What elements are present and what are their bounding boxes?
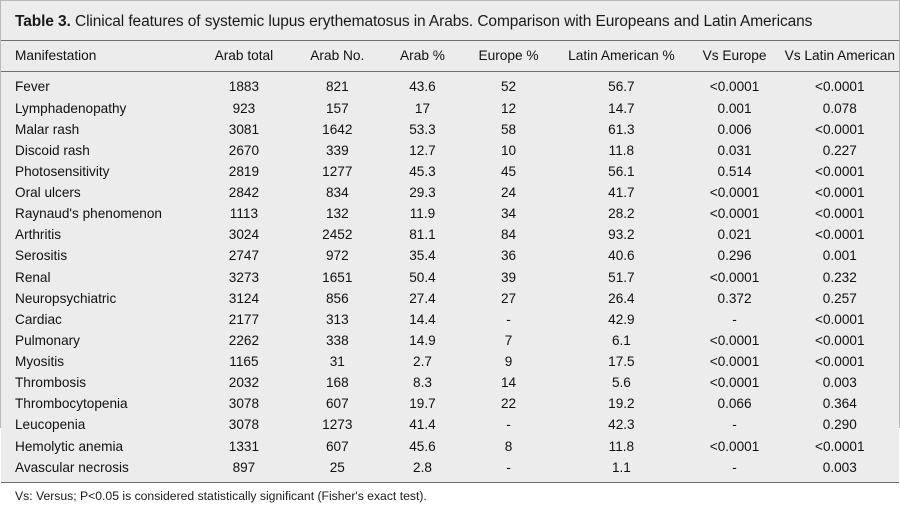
column-header-manifestation: Manifestation xyxy=(1,41,195,72)
table-row xyxy=(1,372,899,393)
table-cell: 0.001 xyxy=(822,248,857,264)
table-cell: 607 xyxy=(325,438,349,454)
table-cell: 923 xyxy=(232,100,256,116)
row-label: Lymphadenopathy xyxy=(15,100,127,116)
table-caption xyxy=(1,1,899,40)
table-cell: <0.0001 xyxy=(815,332,865,348)
table-cell: <0.0001 xyxy=(709,269,760,285)
table-cell: <0.0001 xyxy=(815,311,865,327)
table-cell: <0.0001 xyxy=(709,206,760,222)
table-row xyxy=(1,393,899,414)
table-cell: 50.4 xyxy=(409,269,436,285)
row-label: Serositis xyxy=(15,248,68,264)
table-cell: 36 xyxy=(500,248,517,264)
column-header-arab-pct: Arab % xyxy=(382,41,463,72)
table-cell: 8.3 xyxy=(413,375,432,391)
table-cell: 24 xyxy=(500,185,517,200)
table-cell: 3273 xyxy=(228,269,260,285)
table-cell: 2.7 xyxy=(413,354,432,369)
table-cell: 2.8 xyxy=(413,459,432,475)
table-cell: 12 xyxy=(500,100,517,116)
table-cell: 1273 xyxy=(322,417,353,433)
column-header-arab-no: Arab No. xyxy=(292,41,382,72)
table-cell: 2177 xyxy=(228,311,260,327)
table-cell: 11.8 xyxy=(608,142,635,158)
table-cell: 3024 xyxy=(228,227,260,243)
row-label: Thrombocytopenia xyxy=(15,396,128,412)
table-cell: 42.3 xyxy=(608,417,635,433)
table-cell: 607 xyxy=(325,396,349,412)
row-label: Fever xyxy=(15,79,50,95)
table-cell: 45.6 xyxy=(409,438,436,454)
table-row xyxy=(1,288,899,309)
table-cell: 168 xyxy=(325,375,349,391)
table-cell: 34 xyxy=(500,206,517,222)
table-cell: 19.7 xyxy=(409,396,436,412)
table-cell: <0.0001 xyxy=(815,121,865,137)
table-cell: 10 xyxy=(500,142,517,158)
table-cell: <0.0001 xyxy=(815,227,865,243)
table-cell: 856 xyxy=(325,290,349,306)
row-label: Hemolytic anemia xyxy=(15,438,124,454)
table-cell: 6.1 xyxy=(611,332,631,348)
table-cell: <0.0001 xyxy=(709,79,760,95)
row-label: Arthritis xyxy=(15,227,62,243)
table-cell: 56.7 xyxy=(608,79,635,95)
caption-text: Clinical features of systemic lupus erythematosus in Arabs. Comparison with Europeans and Latin Americans xyxy=(70,13,813,30)
table-cell: 35.4 xyxy=(409,248,436,264)
caption-label: Table 3. xyxy=(15,13,71,30)
table-cell: 41.4 xyxy=(409,417,436,433)
table-cell: 834 xyxy=(325,185,349,200)
table-cell: 29.3 xyxy=(409,185,436,200)
table-cell: 12.7 xyxy=(409,142,436,158)
table-cell: 2819 xyxy=(228,163,260,179)
table-cell: 84 xyxy=(500,227,517,243)
table-row xyxy=(1,457,899,482)
row-label: Neuropsychiatric xyxy=(15,290,117,306)
table-cell: 2670 xyxy=(228,142,260,158)
table-cell: <0.0001 xyxy=(815,438,865,454)
table-row xyxy=(1,309,899,330)
row-label: Renal xyxy=(15,269,51,285)
table-row xyxy=(1,245,899,266)
table-cell: 0.066 xyxy=(717,396,752,412)
table-row xyxy=(1,161,899,182)
column-header-vs-europe: Vs Europe xyxy=(689,41,781,72)
table-row xyxy=(1,119,899,140)
table-cell: 0.364 xyxy=(822,396,857,412)
table-cell: 17.5 xyxy=(608,354,635,369)
table-cell: <0.0001 xyxy=(709,332,760,348)
row-label: Raynaud's phenomenon xyxy=(15,206,162,222)
table-cell: 2452 xyxy=(322,227,353,243)
table-cell: <0.0001 xyxy=(815,185,865,200)
header-row xyxy=(1,41,899,72)
table-cell: - xyxy=(506,459,511,475)
table-row xyxy=(1,330,899,351)
table-cell: <0.0001 xyxy=(709,354,760,369)
table-cell: 7 xyxy=(504,332,513,348)
table-body xyxy=(1,72,899,482)
table-cell: 93.2 xyxy=(608,227,635,243)
table-cell: 0.296 xyxy=(717,248,752,264)
table-cell: 2747 xyxy=(228,248,260,264)
table-cell: 0.257 xyxy=(822,290,857,306)
table-row xyxy=(1,140,899,161)
table-cell: 26.4 xyxy=(608,290,635,306)
table-cell: - xyxy=(732,459,737,475)
table-cell: 11.9 xyxy=(409,206,436,222)
table-cell: 1165 xyxy=(229,354,259,369)
table-cell: 0.290 xyxy=(822,417,857,433)
table-cell: 61.3 xyxy=(608,121,635,137)
table-cell: 2842 xyxy=(228,185,260,200)
table-cell: - xyxy=(732,311,737,327)
table-cell: 0.227 xyxy=(822,142,857,158)
table-cell: 3078 xyxy=(228,417,260,433)
table-cell: 339 xyxy=(325,142,349,158)
table-row xyxy=(1,267,899,288)
table-cell: 14 xyxy=(500,375,517,391)
table-cell: 14.9 xyxy=(409,332,436,348)
table-cell: 31 xyxy=(329,354,345,369)
table-cell: 0.078 xyxy=(822,100,857,116)
table-cell: 0.372 xyxy=(717,290,752,306)
table-cell: 5.6 xyxy=(611,375,631,391)
table-cell: 51.7 xyxy=(608,269,635,285)
table-cell: 8 xyxy=(504,438,513,454)
column-header-latin-american-pct: Latin American % xyxy=(554,41,688,72)
clinical-features-table xyxy=(1,40,899,481)
table-cell: 28.2 xyxy=(608,206,635,222)
table-cell: 9 xyxy=(504,354,513,369)
table-cell: 45 xyxy=(500,163,517,179)
table-cell: 81.1 xyxy=(409,227,436,243)
table-cell: 1883 xyxy=(228,79,260,95)
row-label: Myositis xyxy=(15,354,65,369)
table-cell: - xyxy=(506,417,511,433)
column-header-europe-pct: Europe % xyxy=(463,41,555,72)
table-row xyxy=(1,72,899,98)
table-cell: <0.0001 xyxy=(815,163,865,179)
table-cell: 0.031 xyxy=(717,142,752,158)
table-cell: 45.3 xyxy=(409,163,436,179)
table-cell: 1113 xyxy=(229,206,259,222)
table-cell: 17 xyxy=(414,100,431,116)
row-label: Oral ulcers xyxy=(15,185,81,200)
table-cell: 3081 xyxy=(228,121,260,137)
table-cell: 43.6 xyxy=(409,79,436,95)
table-cell: 132 xyxy=(325,206,349,222)
table-row xyxy=(1,203,899,224)
table-cell: 0.003 xyxy=(822,459,857,475)
row-label: Pulmonary xyxy=(15,332,80,348)
table-cell: 27.4 xyxy=(409,290,436,306)
table-cell: 11.8 xyxy=(608,438,635,454)
table-cell: 0.006 xyxy=(717,121,752,137)
table-row xyxy=(1,436,899,457)
table-row xyxy=(1,98,899,119)
table-cell: 3078 xyxy=(228,396,260,412)
table-cell: - xyxy=(506,311,511,327)
table-cell: 313 xyxy=(325,311,349,327)
table-cell: - xyxy=(732,417,737,433)
table-cell: 338 xyxy=(325,332,349,348)
table-cell: 40.6 xyxy=(608,248,635,264)
table-cell: 0.021 xyxy=(717,227,752,243)
row-label: Cardiac xyxy=(15,311,62,327)
table-cell: 1331 xyxy=(228,438,260,454)
column-header-vs-latin-american: Vs Latin American xyxy=(781,41,899,72)
table-cell: 14.4 xyxy=(409,311,436,327)
table-cell: 821 xyxy=(325,79,349,95)
table-cell: 56.1 xyxy=(608,163,635,179)
table-footnote: Vs: Versus; P<0.05 is considered statistically significant (Fisher's exact test). xyxy=(1,482,899,510)
table-cell: 27 xyxy=(500,290,517,306)
table-cell: <0.0001 xyxy=(815,206,865,222)
table-cell: 42.9 xyxy=(608,311,635,327)
row-label: Thrombosis xyxy=(15,375,87,391)
table-cell: 19.2 xyxy=(608,396,635,412)
table-cell: 0.003 xyxy=(822,375,857,391)
table-cell: 41.7 xyxy=(608,185,635,200)
table-cell: 2262 xyxy=(228,332,260,348)
row-label: Discoid rash xyxy=(15,142,90,158)
table-cell: 39 xyxy=(500,269,517,285)
table-header xyxy=(1,41,899,72)
table-cell: 0.514 xyxy=(717,163,752,179)
table-row xyxy=(1,224,899,245)
table-row xyxy=(1,182,899,203)
table-row xyxy=(1,414,899,435)
table-cell: 897 xyxy=(232,459,256,475)
column-header-arab-total: Arab total xyxy=(195,41,292,72)
table-cell: 0.001 xyxy=(717,100,752,116)
table-cell: 972 xyxy=(325,248,349,264)
table-cell: <0.0001 xyxy=(709,185,760,200)
table-cell: 58 xyxy=(500,121,517,137)
table-cell: 157 xyxy=(325,100,349,116)
row-label: Avascular necrosis xyxy=(15,459,129,475)
table-cell: <0.0001 xyxy=(709,438,760,454)
table-cell: <0.0001 xyxy=(815,354,865,369)
table-cell: 2032 xyxy=(228,375,260,391)
table-cell: 1651 xyxy=(322,269,353,285)
table-cell: 53.3 xyxy=(409,121,436,137)
table-cell: 22 xyxy=(500,396,517,412)
row-label: Leucopenia xyxy=(15,417,86,433)
table-cell: 1277 xyxy=(322,163,353,179)
table-cell: 3124 xyxy=(228,290,260,306)
table-cell: 0.232 xyxy=(822,269,857,285)
table-cell: 52 xyxy=(500,79,517,95)
row-label: Malar rash xyxy=(15,121,80,137)
table-cell: 1642 xyxy=(322,121,353,137)
table-cell: 25 xyxy=(329,459,345,475)
table-cell: 1.1 xyxy=(611,459,631,475)
row-label: Photosensitivity xyxy=(15,163,110,179)
table-cell: 14.7 xyxy=(608,100,635,116)
table-cell: <0.0001 xyxy=(709,375,760,391)
table-row xyxy=(1,351,899,372)
table-cell: <0.0001 xyxy=(815,79,865,95)
